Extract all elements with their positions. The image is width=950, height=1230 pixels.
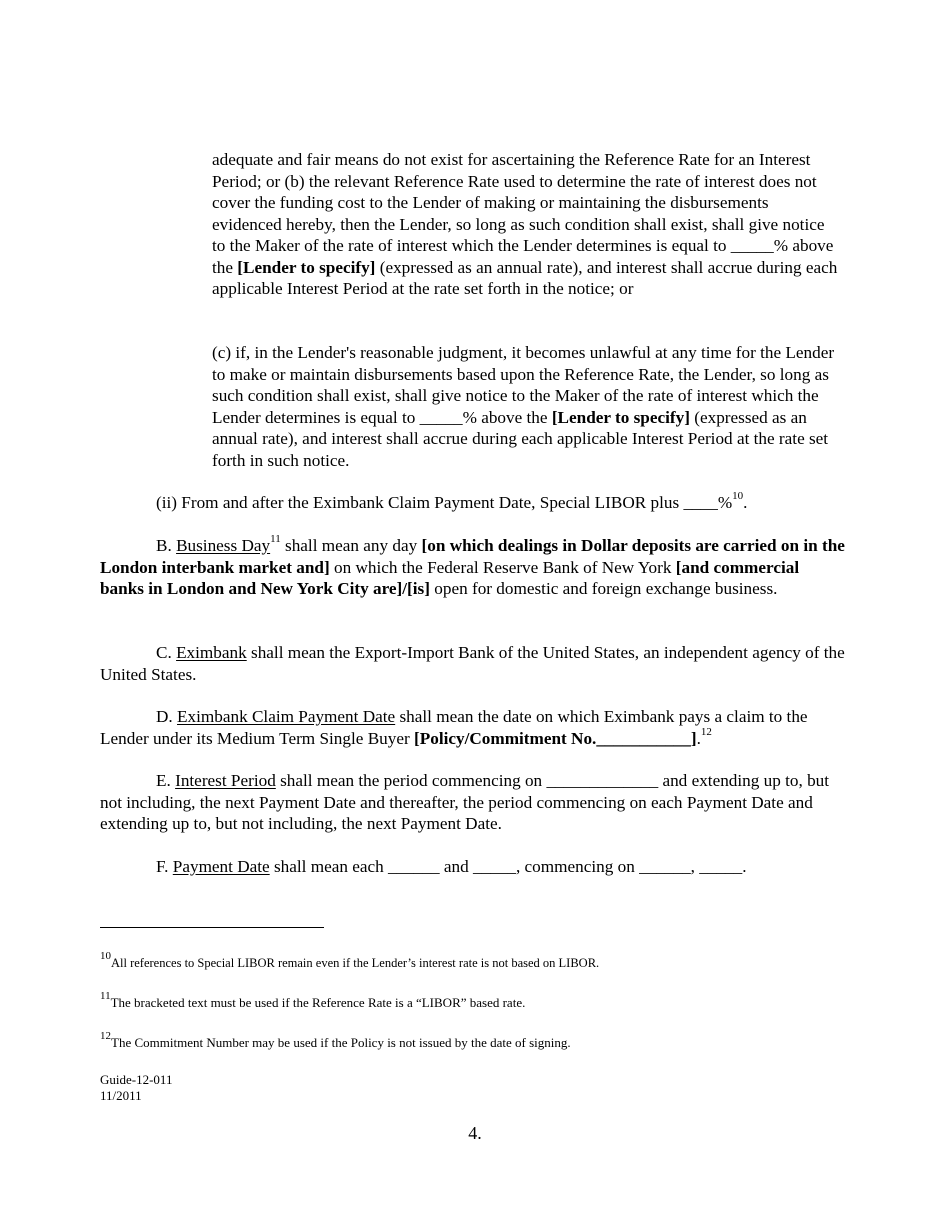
footnote-ref: 12 — [700, 725, 712, 738]
reference-rate-clause-c — [212, 342, 842, 471]
clause-text: (expressed as an annual rate), and interest shall accrue during each applicable Interest Period at the rate set forth in the notice; or — [212, 257, 838, 298]
bracket-text: [Policy/Commitment No.___________] — [414, 728, 697, 748]
defined-term: Payment Date — [172, 857, 270, 876]
definition-label: D. — [156, 707, 178, 726]
clause-text: (ii) From and after the Eximbank Claim Payment Date, Special LIBOR plus ____% — [156, 493, 733, 512]
footnote-number: 10 — [100, 949, 111, 962]
definition-claim-payment-date — [100, 706, 845, 749]
definition-label: C. — [156, 643, 177, 662]
definition-eximbank — [100, 642, 845, 685]
footnote-11 — [100, 989, 526, 1011]
bracket-text: [and commercial banks in London and New York City are]/[is] — [100, 557, 800, 598]
footnote-10 — [100, 949, 600, 971]
footnote-text: The Commitment Number may be used if the Policy is not issued by the date of signing. — [111, 1035, 571, 1050]
definition-text: on which the Federal Reserve Bank of New York — [329, 557, 676, 577]
footnote-separator — [100, 927, 324, 928]
footnote-ref: 11 — [270, 533, 281, 546]
definition-payment-date — [100, 856, 845, 878]
page-number: 4. — [468, 1123, 482, 1143]
definition-business-day — [100, 535, 845, 600]
definition-text: shall mean each ______ and _____, commencing on ______, _____. — [269, 857, 747, 876]
clause-ii — [156, 492, 747, 514]
clause-text: . — [743, 493, 748, 512]
definition-text: open for domestic and foreign exchange business. — [429, 579, 778, 598]
clause-text: adequate and fair means do not exist for ascertaining the Reference Rate for an Interest Period; or (b) the relevant Reference Rate used to determine the rate of interest does not cover the funding cost to the Lender of making or maintaining the disbursements evidenced hereby, then the Lender, so long as such condition shall exist, shall give notice to the Maker of the rate of interest which the Lender determines is equal to _____% above the — [212, 150, 834, 277]
defined-term: Eximbank — [176, 643, 247, 662]
clause-text: (expressed as an annual rate), and interest shall accrue during each applicable Interest Period at the rate set forth in such notice. — [212, 407, 829, 470]
footnote-ref: 10 — [732, 490, 744, 503]
footnote-text: All references to Special LIBOR remain even if the Lender’s interest rate is not based on LIBOR. — [111, 956, 600, 970]
definition-text: shall mean the date on which Eximbank pays a claim to the Lender under its Medium Term Single Buyer — [100, 707, 808, 748]
guide-identifier — [100, 1072, 172, 1104]
defined-term: Eximbank Claim Payment Date — [177, 707, 396, 726]
bracket-text: [on which dealings in Dollar deposits are carried on in the London interbank market and] — [100, 536, 845, 577]
definition-text: . — [696, 728, 701, 748]
guide-id: Guide-12-011 — [100, 1072, 173, 1087]
definition-label: F. — [156, 857, 173, 876]
defined-term: Business Day — [176, 536, 271, 555]
reference-rate-clause-b — [212, 149, 842, 300]
clause-text: (c) if, in the Lender's reasonable judgment, it becomes unlawful at any time for the Lender to make or maintain disbursements based upon the Reference Rate, the Lender, so long as such condition shall exist, shall give notice to the Maker of the rate of interest which the Lender determines is equal to _____% above the — [212, 343, 835, 427]
guide-date: 11/2011 — [100, 1088, 142, 1103]
definition-label: E. — [156, 771, 176, 790]
definition-interest-period — [100, 770, 845, 835]
footnote-number: 12 — [100, 1029, 111, 1042]
footnote-number: 11 — [100, 989, 111, 1002]
definition-text: shall mean the period commencing on _____________ and extending up to, but not including, the next Payment Date and thereafter, the period commencing on each Payment Date and extending up to, but not including, the next Payment Date. — [100, 771, 830, 833]
definition-text: shall mean the Export-Import Bank of the United States, an independent agency of the United States. — [100, 643, 845, 684]
definition-text: shall mean any day — [280, 536, 422, 555]
defined-term: Interest Period — [175, 771, 276, 790]
footnote-text: The bracketed text must be used if the Reference Rate is a “LIBOR” based rate. — [110, 995, 526, 1010]
footnote-12 — [100, 1029, 571, 1051]
bracket-placeholder: [Lender to specify] — [237, 257, 376, 277]
definition-label: B. — [156, 536, 177, 555]
bracket-placeholder: [Lender to specify] — [551, 407, 690, 427]
